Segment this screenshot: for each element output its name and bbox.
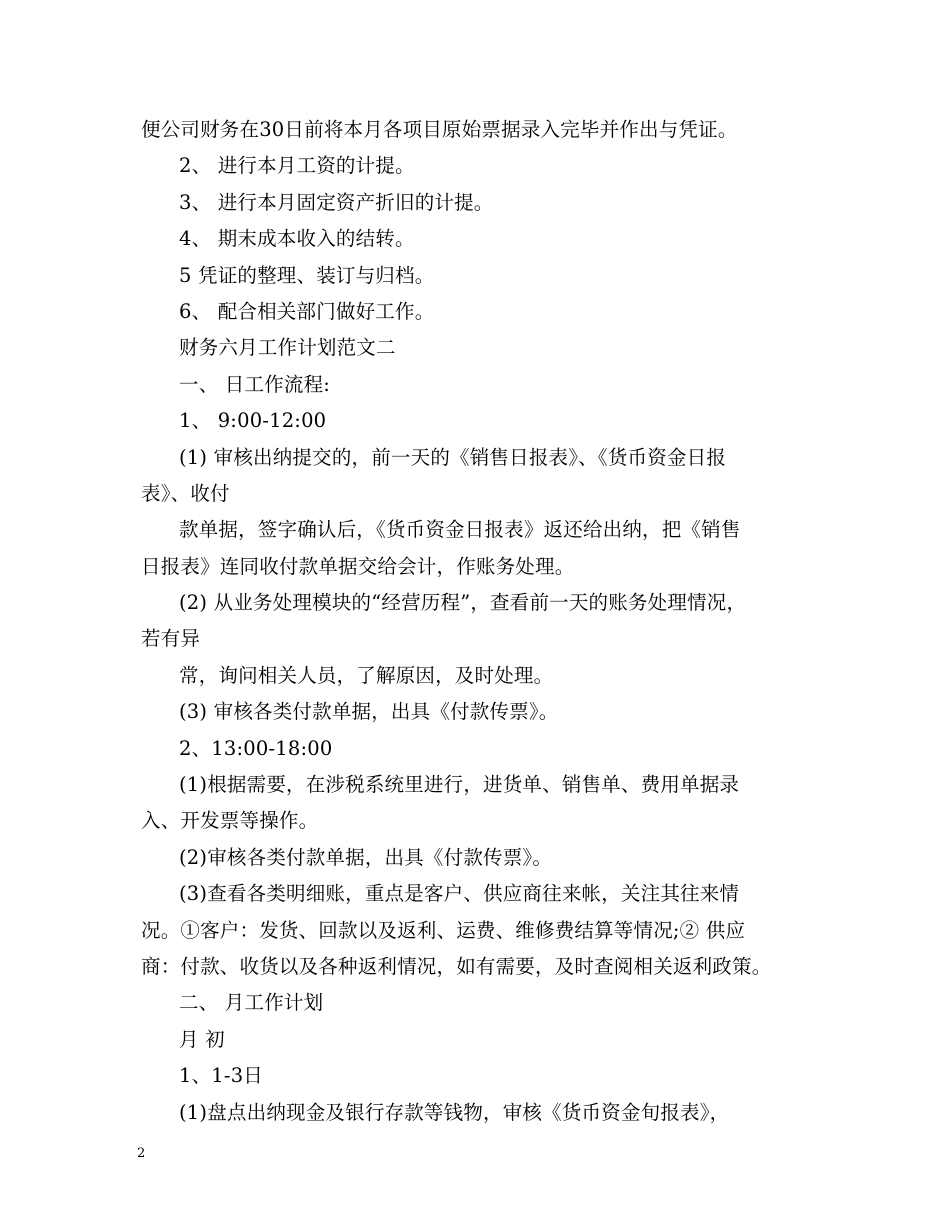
text-line: 1、 9:00-12:00	[179, 409, 327, 433]
text-line: 4、 期末成本收入的结转。	[179, 227, 415, 251]
text-line: (3) 审核各类付款单据，出具《付款传票》。	[179, 700, 559, 724]
text-line: 商：付款、收货以及各种返利情况，如有需要，及时查阅相关返利政策。	[141, 954, 772, 978]
text-line: (1) 审核出纳提交的，前一天的《销售日报表》、《货币资金日报	[179, 445, 727, 469]
document-body	[141, 112, 813, 1131]
text-line: (1)盘点出纳现金及银行存款等钱物，审核《货币资金旬报表》，	[179, 1100, 730, 1124]
text-line: (3)查看各类明细账，重点是客户、供应商往来帐，关注其往来情	[179, 882, 740, 906]
text-line: 若有异	[141, 627, 201, 651]
text-line: 入、开发票等操作。	[141, 809, 319, 833]
text-line: 表》、收付	[141, 481, 230, 505]
text-line: 2、13:00-18:00	[179, 736, 333, 760]
text-line: 财务六月工作计划范文二	[179, 336, 396, 360]
page-number: 2	[137, 1146, 146, 1161]
text-line: 5 凭证的整理、装订与归档。	[179, 263, 435, 287]
text-line: 况。①客户：发货、回款以及返利、运费、维修费结算等情况;② 供应	[141, 918, 746, 942]
text-line: (1)根据需要，在涉税系统里进行，进货单、销售单、费用单据录	[179, 773, 740, 797]
text-line: 3、 进行本月固定资产折旧的计提。	[179, 190, 494, 214]
text-line: 2、 进行本月工资的计提。	[179, 154, 415, 178]
text-line: 款单据，签字确认后，《货币资金日报表》返还给出纳，把《销售	[179, 518, 741, 542]
text-line: 一、 日工作流程:	[179, 372, 331, 396]
text-line: (2) 从业务处理模块的“经营历程”，查看前一天的账务处理情况，	[179, 591, 747, 615]
text-line: 常，询问相关人员，了解原因，及时处理。	[179, 663, 554, 687]
text-line: 月 初	[179, 1027, 225, 1051]
text-line: 便公司财务在30日前将本月各项目原始票据录入完毕并作出与凭证。	[141, 118, 738, 141]
text-line: 日报表》连同收付款单据交给会计，作账务处理。	[141, 554, 575, 578]
text-line: 1、1-3日	[179, 1064, 264, 1088]
text-line: 6、 配合相关部门做好工作。	[179, 299, 435, 323]
text-line: (2)审核各类付款单据，出具《付款传票》。	[179, 845, 553, 869]
text-line: 二、 月工作计划	[179, 991, 324, 1015]
